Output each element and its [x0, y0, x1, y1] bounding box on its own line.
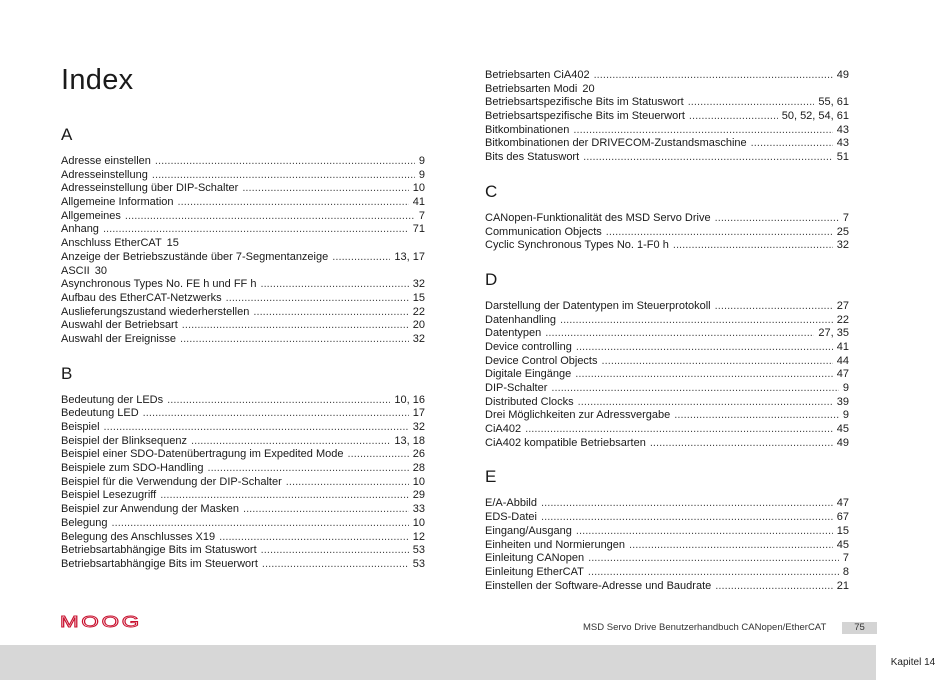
dot-leader: [715, 580, 833, 594]
index-entry-pages: 49: [836, 69, 849, 81]
index-entry: [61, 210, 425, 224]
index-entry-pages: 32: [412, 421, 425, 433]
section-letter: C: [485, 181, 498, 201]
dot-leader: [253, 306, 408, 320]
index-entry: [61, 448, 425, 462]
index-entry-pages: 13, 17: [394, 250, 425, 263]
index-entry: [485, 151, 849, 165]
dot-leader: [103, 223, 409, 237]
dot-leader: [226, 292, 409, 306]
index-entry-term: Auswahl der Ereignisse: [61, 332, 176, 345]
index-entry: [485, 300, 849, 314]
index-entry-pages: 10: [412, 182, 425, 195]
dot-leader: [152, 169, 415, 183]
index-entry: [61, 333, 425, 347]
dot-leader: [541, 497, 833, 511]
index-entry: [485, 239, 849, 253]
index-entry: [485, 314, 849, 328]
index-entry: [485, 368, 849, 382]
index-entry: [61, 196, 425, 210]
dot-leader: [180, 333, 409, 347]
index-section: [61, 124, 425, 347]
index-entry-term: Device Control Objects: [485, 354, 598, 367]
index-entry-term: Belegung des Anschlusses X19: [61, 530, 216, 543]
section-letter: A: [61, 125, 73, 144]
index-entry: [61, 155, 425, 169]
dot-leader: [576, 341, 833, 355]
index-entry: [61, 169, 425, 183]
index-entry-pages: 33: [412, 503, 425, 516]
index-entry: [485, 355, 849, 369]
index-entry: [485, 212, 849, 226]
index-entry-term: Anschluss EtherCAT: [61, 237, 162, 250]
dot-leader: [219, 531, 409, 545]
dot-leader: [560, 314, 833, 328]
index-entry-pages: 71: [412, 223, 425, 236]
index-entry: [61, 503, 425, 517]
index-entry: [485, 511, 849, 525]
dot-leader: [751, 137, 833, 151]
index-entry-pages: 53: [412, 557, 425, 570]
index-entry: [61, 292, 425, 306]
index-entry-term: Drei Möglichkeiten zur Adressvergabe: [485, 409, 671, 422]
index-entry-term: Einstellen der Software-Adresse und Baudrate: [485, 579, 712, 592]
index-entry-term: Digitale Eingänge: [485, 368, 572, 381]
index-entry: [485, 566, 849, 580]
dot-leader: [541, 511, 833, 525]
index-entry: [485, 396, 849, 410]
dot-leader: [167, 394, 390, 408]
index-entry-pages: 43: [836, 123, 849, 136]
index-entry-pages: 27: [836, 299, 849, 312]
dot-leader: [104, 421, 409, 435]
index-entry: [61, 489, 425, 503]
moog-logo: [60, 614, 144, 630]
index-entry-pages: 13, 18: [394, 434, 425, 447]
dot-leader: [715, 212, 839, 226]
index-entry-pages: 49: [836, 436, 849, 449]
index-entry: [485, 226, 849, 240]
index-entry: [485, 409, 849, 423]
dot-leader: [578, 396, 833, 410]
page-title: Index: [61, 64, 134, 96]
index-entry-pages: 20: [412, 319, 425, 332]
dot-leader: [242, 182, 408, 196]
index-entry-term: Beispiel Lesezugriff: [61, 489, 157, 502]
index-entry-pages: 26: [412, 448, 425, 461]
index-entry-term: Betriebsartspezifische Bits im Statuswort: [485, 96, 684, 109]
index-entry: [485, 437, 849, 451]
index-entry-pages: 9: [842, 382, 849, 394]
dot-leader: [573, 124, 832, 138]
index-entry-pages: 21: [836, 579, 849, 592]
index-column-left: [61, 124, 425, 588]
index-entry-pages: 32: [412, 278, 425, 291]
dot-leader: [688, 96, 815, 110]
index-entry-term: Adresseinstellung über DIP-Schalter: [61, 182, 239, 195]
section-letter: D: [485, 269, 498, 289]
index-entry: [61, 394, 425, 408]
index-entry: [485, 137, 849, 151]
dot-leader: [160, 489, 409, 503]
index-entry-term: Device controlling: [485, 340, 572, 353]
index-entry-pages: 39: [836, 395, 849, 408]
index-column-right: [485, 69, 849, 609]
index-entry: [61, 251, 425, 265]
index-entry-term: Auswahl der Betriebsart: [61, 319, 178, 332]
index-entry-term: Betriebsartabhängige Bits im Steuerwort: [61, 557, 258, 570]
index-entry: [485, 96, 849, 110]
index-entry: [485, 341, 849, 355]
index-entry-term: Einleitung CANopen: [485, 552, 585, 565]
index-entry: [485, 497, 849, 511]
dot-leader: [583, 151, 833, 165]
index-entry-term: Einleitung EtherCAT: [485, 565, 584, 578]
index-entry-pages: 45: [836, 423, 849, 436]
index-entry: [485, 382, 849, 396]
index-section: [61, 363, 425, 572]
index-entry-term: Bitkombinationen der DRIVECOM-Zustandsmaschine: [485, 137, 747, 150]
index-entry-pages: 51: [836, 151, 849, 164]
index-section: [485, 181, 849, 253]
dot-leader: [191, 435, 390, 449]
index-entry-term: Beispiel zur Anwendung der Masken: [61, 503, 239, 516]
dot-leader: [545, 327, 814, 341]
index-entry-pages: 29: [412, 489, 425, 502]
index-entry-term: Auslieferungszustand wiederherstellen: [61, 305, 250, 318]
index-entry-term: Einheiten und Normierungen: [485, 538, 626, 551]
index-entry: [61, 476, 425, 490]
index-entry-term: Beispiel einer SDO-Datenübertragung im Expedited Mode: [61, 448, 344, 461]
index-entry-term: E/A-Abbild: [485, 497, 537, 510]
dot-leader: [112, 517, 409, 531]
dot-leader: [155, 155, 415, 169]
dot-leader: [286, 476, 409, 490]
dot-leader: [261, 544, 409, 558]
index-entry: [61, 306, 425, 320]
index-entry-pages: 41: [836, 340, 849, 353]
footer-manual-title: MSD Servo Drive Benutzerhandbuch CANopen/EtherCAT: [583, 622, 827, 633]
index-section-continued: [485, 69, 849, 165]
index-entry-term: EDS-Datei: [485, 511, 537, 524]
index-entry: [61, 319, 425, 333]
index-entry: [61, 531, 425, 545]
index-entry: [485, 539, 849, 553]
footer-bar: [0, 645, 876, 680]
index-entry-term: Belegung: [61, 516, 108, 529]
dot-leader: [260, 278, 408, 292]
dot-leader: [689, 110, 778, 124]
index-entry: [61, 435, 425, 449]
index-entry-term: Beispiel: [61, 421, 100, 433]
index-entry-pages: 7: [842, 211, 849, 224]
index-entry-term: Bedeutung der LEDs: [61, 393, 164, 406]
index-entry-pages: 50, 52, 54, 61: [781, 110, 849, 123]
index-entry: [485, 83, 849, 97]
index-entry-pages: 10: [412, 516, 425, 529]
index-entry-term: Darstellung der Datentypen im Steuerprotokoll: [485, 299, 711, 312]
index-entry-pages: 9: [842, 409, 849, 422]
dot-leader: [575, 368, 833, 382]
index-entry-term: Communication Objects: [485, 225, 602, 238]
index-entry: [61, 265, 425, 279]
index-entry-pages: 8: [842, 565, 849, 578]
index-entry: [485, 552, 849, 566]
index-entry-term: CiA402 kompatible Betriebsarten: [485, 436, 646, 449]
index-entry-term: Betriebsartabhängige Bits im Statuswort: [61, 544, 257, 557]
dot-leader: [262, 558, 409, 572]
index-section: [485, 269, 849, 451]
index-entry-term: Aufbau des EtherCAT-Netzwerks: [61, 291, 222, 304]
chapter-label: Kapitel 14: [876, 645, 950, 680]
index-entry-pages: 22: [412, 305, 425, 318]
dot-leader: [594, 69, 833, 83]
index-entry: [61, 237, 425, 251]
index-entry-pages: 27, 35: [818, 327, 849, 340]
index-entry-pages: 28: [412, 462, 425, 475]
index-entry-term: Bitkombinationen: [485, 123, 570, 136]
dot-leader: [348, 448, 409, 462]
dot-leader: [207, 462, 408, 476]
index-entry: [61, 462, 425, 476]
dot-leader: [243, 503, 409, 517]
index-entry-term: ASCII: [61, 264, 90, 277]
index-entry-pages: 43: [836, 137, 849, 150]
index-entry-pages: 32: [836, 239, 849, 252]
index-entry: [485, 69, 849, 83]
index-entry: [61, 558, 425, 572]
index-entry-term: Betriebsarten CiA402: [485, 69, 590, 81]
dot-leader: [143, 407, 409, 421]
index-entry-term: Beispiel für die Verwendung der DIP-Schalter: [61, 475, 282, 488]
index-entry: [61, 278, 425, 292]
index-entry: [61, 421, 425, 435]
index-entry-pages: 25: [836, 225, 849, 238]
index-entry: [485, 525, 849, 539]
index-entry-pages: 30: [94, 264, 107, 277]
index-entry-term: Betriebsarten Modi: [485, 82, 578, 95]
index-entry-pages: 20: [582, 82, 595, 95]
index-entry-pages: 10, 16: [394, 393, 425, 406]
index-entry: [485, 580, 849, 594]
page-number-badge: 75: [842, 622, 877, 634]
index-entry-term: Bits des Statuswort: [485, 151, 580, 164]
index-entry-pages: 10: [412, 475, 425, 488]
index-entry-term: Beispiele zum SDO-Handling: [61, 462, 204, 475]
dot-leader: [606, 226, 833, 240]
index-entry-pages: 45: [836, 538, 849, 551]
index-entry-pages: 17: [412, 407, 425, 420]
index-entry-term: Bedeutung LED: [61, 407, 139, 420]
index-entry: [61, 407, 425, 421]
index-entry-pages: 15: [412, 291, 425, 304]
index-entry-pages: 67: [836, 511, 849, 524]
index-entry-pages: 9: [418, 155, 425, 167]
index-entry-pages: 41: [412, 196, 425, 209]
dot-leader: [551, 382, 839, 396]
index-entry: [61, 223, 425, 237]
index-entry-pages: 12: [412, 530, 425, 543]
index-entry-term: Anhang: [61, 223, 99, 236]
index-entry-term: Datentypen: [485, 327, 542, 340]
index-entry-term: DIP-Schalter: [485, 382, 548, 394]
dot-leader: [674, 409, 839, 423]
dot-leader: [525, 423, 833, 437]
index-entry: [485, 110, 849, 124]
logo-text: MOOG: [60, 614, 142, 630]
index-entry-pages: 32: [412, 332, 425, 345]
dot-leader: [588, 566, 839, 580]
index-entry-term: Adresse einstellen: [61, 155, 151, 167]
dot-leader: [125, 210, 415, 224]
index-entry-term: Betriebsartspezifische Bits im Steuerwort: [485, 110, 685, 123]
dot-leader: [178, 196, 409, 210]
index-entry-term: Cyclic Synchronous Types No. 1-F0 h: [485, 239, 669, 252]
index-entry-pages: 9: [418, 168, 425, 181]
index-entry: [61, 517, 425, 531]
index-entry-pages: 7: [418, 209, 425, 222]
dot-leader: [576, 525, 833, 539]
index-entry-term: Allgemeines: [61, 209, 121, 222]
index-entry-term: CiA402: [485, 423, 522, 436]
index-entry-pages: 55, 61: [818, 96, 849, 109]
dot-leader: [715, 300, 833, 314]
index-entry-term: Asynchronous Types No. FE h und FF h: [61, 278, 257, 291]
index-entry: [61, 182, 425, 196]
index-entry-pages: 15: [166, 237, 179, 250]
index-entry: [485, 327, 849, 341]
index-entry-term: Distributed Clocks: [485, 395, 574, 408]
index-entry-pages: 47: [836, 368, 849, 381]
dot-leader: [673, 239, 833, 253]
index-entry: [485, 124, 849, 138]
index-entry-pages: 47: [836, 497, 849, 510]
index-entry-term: Allgemeine Information: [61, 196, 174, 209]
dot-leader: [182, 319, 409, 333]
dot-leader: [650, 437, 833, 451]
index-entry-term: CANopen-Funktionalität des MSD Servo Drive: [485, 211, 711, 224]
dot-leader: [629, 539, 833, 553]
index-entry-pages: 15: [836, 524, 849, 537]
index-section: [485, 466, 849, 593]
index-entry-pages: 53: [412, 544, 425, 557]
index-entry-pages: 22: [836, 313, 849, 326]
section-letter: B: [61, 363, 73, 383]
index-entry: [61, 544, 425, 558]
index-entry-pages: 44: [836, 354, 849, 367]
index-entry-term: Datenhandling: [485, 313, 556, 326]
section-letter: E: [485, 467, 497, 487]
dot-leader: [588, 552, 839, 566]
index-entry-pages: 7: [842, 552, 849, 565]
dot-leader: [602, 355, 833, 369]
index-entry-term: Adresseinstellung: [61, 168, 148, 181]
index-entry-term: Eingang/Ausgang: [485, 524, 572, 537]
index-entry-term: Anzeige der Betriebszustände über 7-Segmentanzeige: [61, 250, 329, 263]
dot-leader: [332, 251, 390, 265]
index-entry-term: Beispiel der Blinksequenz: [61, 434, 187, 447]
index-entry: [485, 423, 849, 437]
